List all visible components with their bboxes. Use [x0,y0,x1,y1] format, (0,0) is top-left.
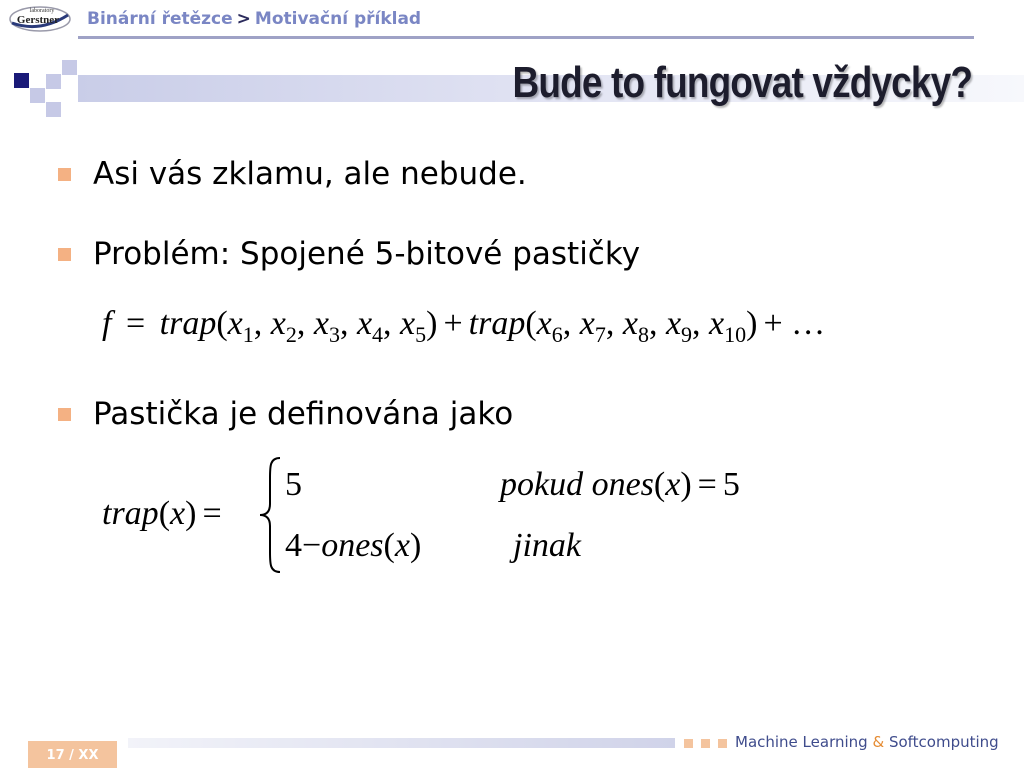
formula-plus: + [443,305,463,342]
deco-square [14,73,29,88]
bullet-square-icon [58,408,71,421]
deco-square [46,74,61,89]
gerstner-logo [8,3,72,33]
formula-equals: = [125,305,146,342]
breadcrumb-divider [78,36,974,39]
formula-concatenated-traps: $f = trap(x_1$, $x_2$, $x_3$, $x_4$, $x_5$) + $trap(x_6$, $x_7$, $x_8$, $x_9$, $x_{10}$) + … [102,305,831,343]
formula-case2-value: 4−ones(x) [285,527,422,564]
formula-tail: + … [763,305,826,342]
deco-square [30,88,45,103]
formula-trap-name: trap [159,305,217,342]
deco-square [62,60,77,75]
breadcrumb [87,9,421,29]
bullet-text: Problém: Spojené 5-bitové pastičky [93,236,641,272]
slide-title: Bude to fungovat vždycky? [512,58,972,107]
formula-case1-condition: pokud ones(x) = 5 [500,466,740,503]
footer-band [128,738,675,748]
page-number: 17 / XX [28,741,117,768]
course-name: Machine Learning & Softcomputing [735,733,999,751]
bullet-item [58,236,640,272]
svg-text:laboratory: laboratory [29,8,55,14]
formula-f: f [102,305,112,342]
footer-square [701,739,710,748]
svg-text:Gerstner: Gerstner [16,14,60,26]
bullet-item [58,396,513,432]
footer-square [718,739,727,748]
breadcrumb-binarni-retezce[interactable]: Binární řetězce [87,9,233,29]
breadcrumb-motivacni-priklad[interactable]: Motivační příklad [254,9,422,29]
bullet-item [58,156,527,192]
cases-brace-icon [258,456,284,574]
formula-trap-name: trap [468,305,526,342]
bullet-square-icon [58,168,71,181]
bullet-text: Pastička je definována jako [93,396,514,432]
formula-trap-lhs: trap(x) = [102,495,222,532]
bullet-square-icon [58,248,71,261]
bullet-text: Asi vás zklamu, ale nebude. [93,156,527,192]
deco-square [46,102,61,117]
breadcrumb-separator: > [236,9,251,29]
formula-case2-condition: jinak [513,527,581,564]
formula-case1-value: 5 [285,466,302,503]
footer-square [684,739,693,748]
